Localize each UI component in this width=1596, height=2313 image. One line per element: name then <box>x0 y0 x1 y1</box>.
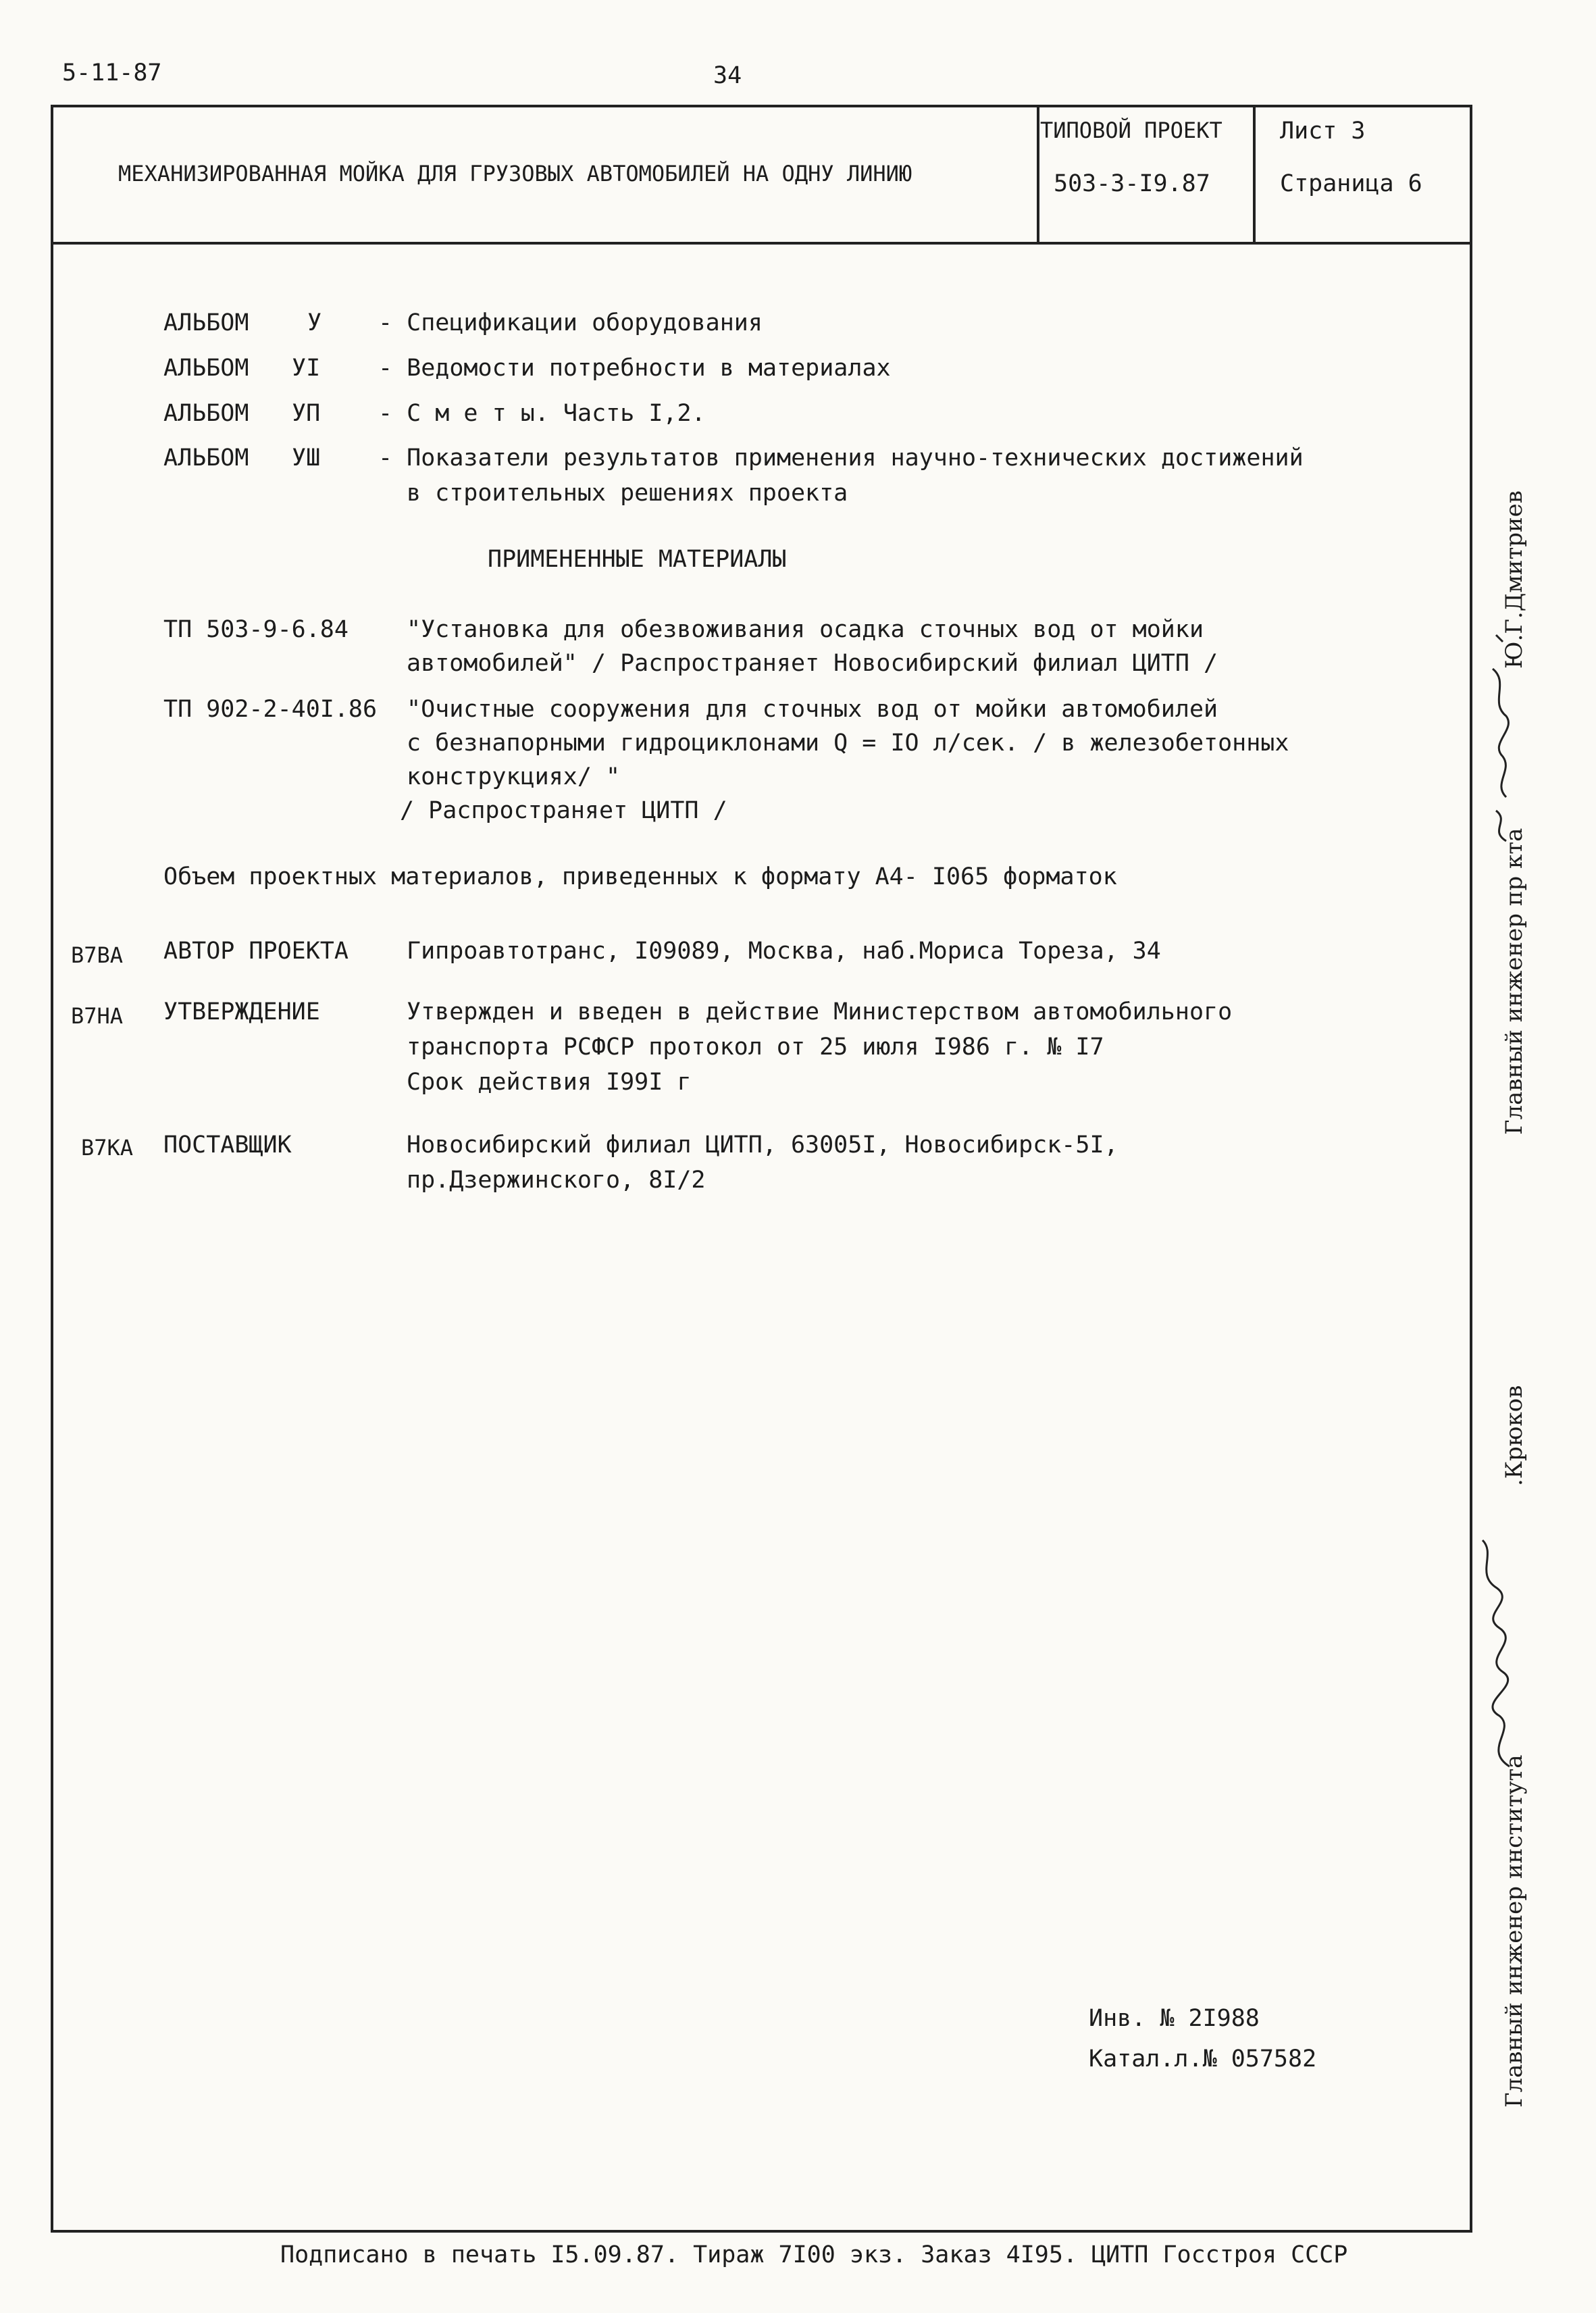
sheet-label: Лист 3 <box>1280 118 1366 145</box>
material-line: / Распространяет ЦИТП / <box>400 797 727 824</box>
info-code: В7НА <box>71 1003 124 1029</box>
material-line: конструкциях/ " <box>407 763 621 790</box>
material-line: с безнапорными гидроциклонами Q = IO л/сек. / в железобетонных <box>407 730 1289 757</box>
chief-engineer-institute-label: Главный инженер института <box>1501 1754 1528 2108</box>
album-number: УП <box>292 400 321 427</box>
project-number: 503-3-I9.87 <box>1054 170 1210 197</box>
info-label: ПОСТАВЩИК <box>163 1132 292 1159</box>
info-line: транспорта РСФСР протокол от 25 июля I986 г. № I7 <box>407 1034 1104 1061</box>
info-line: пр.Дзержинского, 8I/2 <box>407 1167 706 1194</box>
album-label: АЛЬБОМ <box>163 444 249 472</box>
material-code: ТП 503-9-6.84 <box>163 616 349 643</box>
document-title: МЕХАНИЗИРОВАННАЯ МОЙКА ДЛЯ ГРУЗОВЫХ АВТОМОБИЛЕЙ НА ОДНУ ЛИНИЮ <box>118 161 912 186</box>
info-code: В7КА <box>81 1135 134 1161</box>
page-label: Страница 6 <box>1280 170 1422 197</box>
signatory-name-1: Ю.Г.Дмитриев <box>1501 490 1528 669</box>
date-stamp: 5-11-87 <box>62 59 162 86</box>
inventory-number: Инв. № 2I988 <box>1089 2005 1260 2032</box>
album-label: АЛЬБОМ <box>163 400 249 427</box>
info-line: Гипроавтотранс, I09089, Москва, наб.Мориса Тореза, 34 <box>407 938 1161 965</box>
album-label: АЛЬБОМ <box>163 309 249 336</box>
document-frame <box>51 105 1472 2233</box>
page-number: 34 <box>713 62 742 89</box>
info-label: АВТОР ПРОЕКТА <box>163 938 349 965</box>
info-line: Новосибирский филиал ЦИТП, 63005I, Новосибирск-5I, <box>407 1132 1118 1159</box>
catalog-number: Катал.л.№ 057582 <box>1089 2045 1317 2073</box>
album-description: - Спецификации оборудования <box>378 309 763 336</box>
material-line: автомобилей" / Распространяет Новосибирский филиал ЦИТП / <box>407 650 1218 677</box>
footer-print-info: Подписано в печать I5.09.87. Тираж 7I00 экз. Заказ 4I95. ЦИТП Госстроя СССР <box>280 2241 1348 2268</box>
info-code: В7ВА <box>71 942 124 968</box>
album-description-cont: в строительных решениях проекта <box>407 480 848 507</box>
materials-heading: ПРИМЕНЕННЫЕ МАТЕРИАЛЫ <box>488 546 787 573</box>
album-number: У <box>307 309 322 336</box>
title-block-divider <box>51 242 1472 245</box>
album-number: УШ <box>292 444 321 472</box>
album-label: АЛЬБОМ <box>163 355 249 382</box>
album-description: - С м е т ы. Часть I,2. <box>378 400 706 427</box>
signatory-name-2: .Крюков <box>1501 1385 1528 1486</box>
info-line: Утвержден и введен в действие Министерством автомобильного <box>407 998 1233 1025</box>
album-description: - Показатели результатов применения научно-технических достижений <box>378 444 1304 472</box>
album-description: - Ведомости потребности в материалах <box>378 355 891 382</box>
title-block-vline-1 <box>1037 105 1039 243</box>
volume-text: Объем проектных материалов, приведенных к формату А4- I065 форматок <box>163 863 1117 890</box>
album-number: УI <box>292 355 321 382</box>
material-line: "Установка для обезвоживания осадка сточных вод от мойки <box>407 616 1204 643</box>
info-line: Срок действия I99I г <box>407 1069 692 1096</box>
signature-1 <box>1476 628 1530 844</box>
info-label: УТВЕРЖДЕНИЕ <box>163 998 320 1025</box>
material-code: ТП 902-2-40I.86 <box>163 696 378 723</box>
project-label: ТИПОВОЙ ПРОЕКТ <box>1040 118 1222 143</box>
chief-engineer-project-label: Главный инженер пр кта <box>1501 828 1528 1135</box>
material-line: "Очистные сооружения для сточных вод от мойки автомобилей <box>407 696 1218 723</box>
signature-2 <box>1469 1533 1530 1777</box>
title-block-vline-2 <box>1253 105 1256 243</box>
